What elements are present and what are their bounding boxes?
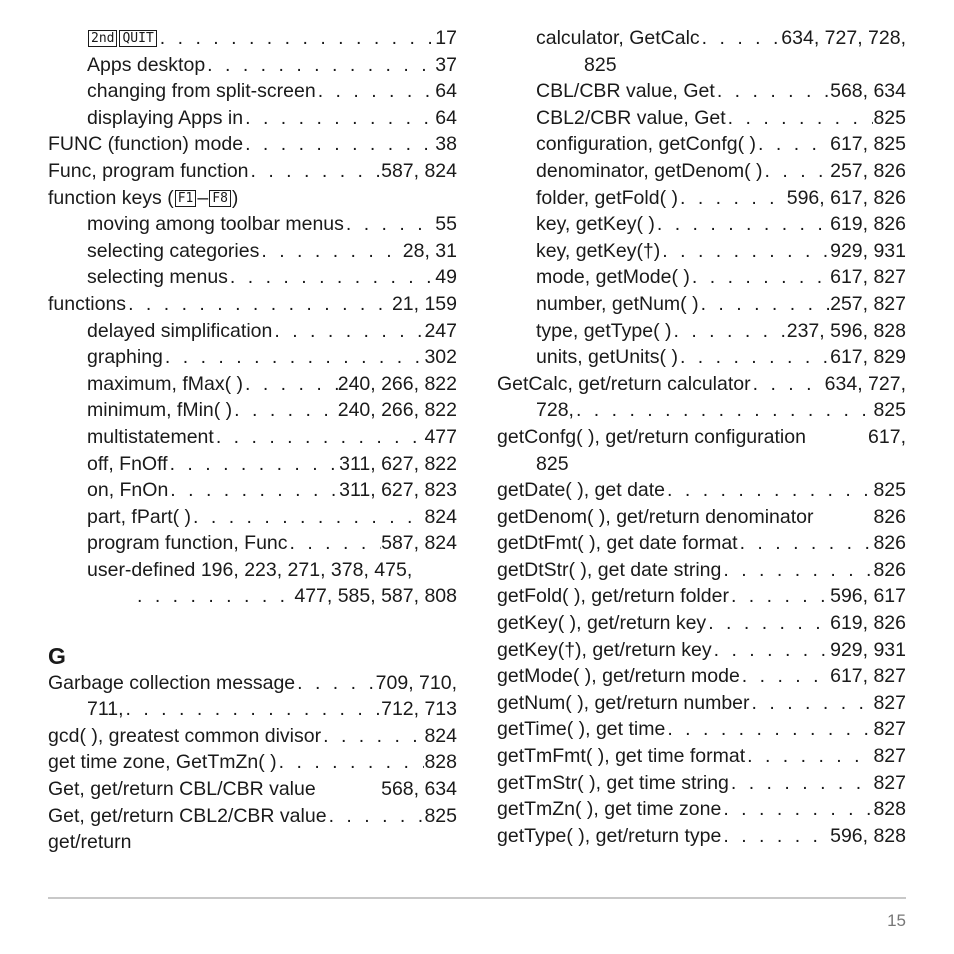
entry-term xyxy=(497,424,806,451)
entry-term xyxy=(87,52,205,79)
entry-term xyxy=(497,557,721,584)
index-entry xyxy=(497,78,906,105)
index-entry xyxy=(497,743,906,770)
index-entry xyxy=(48,318,457,345)
page-refs: 237, 596, 828 xyxy=(786,319,906,342)
index-entry xyxy=(497,397,906,424)
entry-term-text: Get, get/return CBL2/CBR value xyxy=(48,804,327,827)
index-entry xyxy=(48,158,457,185)
index-entry xyxy=(48,451,457,478)
page-refs: 929, 931 xyxy=(830,239,906,262)
entry-term-text: selecting menus xyxy=(87,266,228,289)
entry-term-sep: – xyxy=(197,186,209,209)
page-refs: 37 xyxy=(435,53,457,76)
index-entry xyxy=(497,823,906,850)
index-entry xyxy=(497,610,906,637)
dot-leader xyxy=(124,696,382,723)
index-entry xyxy=(497,105,906,132)
dot-leader xyxy=(288,530,382,557)
page-refs: 21, 159 xyxy=(391,292,457,315)
entry-term-text: on, FnOn xyxy=(87,479,169,502)
entry-term-text: getTmZn( ), get time zone xyxy=(497,798,722,821)
index-entry xyxy=(497,424,906,451)
page-refs: 477 xyxy=(424,425,457,448)
index-entry xyxy=(497,451,906,478)
page-refs: 64 xyxy=(435,106,457,129)
dot-leader xyxy=(168,451,340,478)
page-refs: 828 xyxy=(873,798,906,821)
index-entry xyxy=(48,131,457,158)
index-entry xyxy=(497,131,906,158)
entry-term-text: selecting categories xyxy=(87,239,260,262)
dot-leader xyxy=(690,264,830,291)
page-refs: 827 xyxy=(873,771,906,794)
index-entry xyxy=(497,52,906,79)
index-column-left xyxy=(48,25,457,856)
dot-leader xyxy=(126,291,392,318)
dot-leader xyxy=(655,211,830,238)
entry-term xyxy=(497,530,738,557)
entry-term-prefix: function keys ( xyxy=(48,186,174,209)
entry-term xyxy=(48,291,126,318)
dot-leader xyxy=(243,131,435,158)
page-refs: 827 xyxy=(873,691,906,714)
index-entry xyxy=(497,716,906,743)
dot-leader xyxy=(740,663,830,690)
entry-term xyxy=(87,211,344,238)
dot-leader xyxy=(678,185,787,212)
page-refs: 28, 31 xyxy=(402,239,457,262)
page-refs: 302 xyxy=(424,346,457,369)
page-refs: 257, 827 xyxy=(830,292,906,315)
entry-term xyxy=(497,663,740,690)
entry-term xyxy=(497,743,745,770)
entry-term-text: key, getKey( ) xyxy=(536,213,655,236)
entry-term xyxy=(497,716,665,743)
entry-term xyxy=(536,158,763,185)
index-entry xyxy=(497,557,906,584)
entry-term-text: getFold( ), get/return folder xyxy=(497,585,729,608)
page-refs: 825 xyxy=(873,106,906,129)
entry-term xyxy=(48,158,249,185)
index-entry xyxy=(48,291,457,318)
index-entry xyxy=(497,583,906,610)
index-entry xyxy=(48,776,457,803)
index-entry xyxy=(48,583,457,610)
entry-term xyxy=(497,690,750,717)
page-refs: 257, 826 xyxy=(830,159,906,182)
page-refs: 827 xyxy=(873,745,906,768)
entry-term xyxy=(87,318,272,345)
index-entry xyxy=(48,829,457,856)
dot-leader xyxy=(574,397,874,424)
entry-term-text: getTmStr( ), get time string xyxy=(497,771,729,794)
page-refs: 617, 827 xyxy=(830,665,906,688)
entry-term-text: off, FnOff xyxy=(87,452,168,475)
dot-leader xyxy=(191,504,424,531)
entry-term-text: displaying Apps in xyxy=(87,106,244,129)
index-entry xyxy=(48,530,457,557)
entry-term-text: changing from split-screen xyxy=(87,80,316,103)
entry-term-text: type, getType( ) xyxy=(536,319,672,342)
entry-term xyxy=(497,371,751,398)
index-entry xyxy=(497,344,906,371)
page-refs: 709, 710, xyxy=(375,671,457,694)
entry-term-text: calculator, GetCalc xyxy=(536,27,700,49)
index-column-right xyxy=(497,25,906,849)
page-refs: 477, 585, 587, 808 xyxy=(294,585,457,608)
index-entry xyxy=(497,185,906,212)
dot-leader xyxy=(295,670,376,697)
dot-leader xyxy=(205,52,435,79)
entry-term xyxy=(536,238,660,265)
entry-term xyxy=(87,696,124,723)
dot-leader xyxy=(671,318,786,345)
entry-term-text: getNum( ), get/return number xyxy=(497,691,750,714)
entry-term-text: Apps desktop xyxy=(87,53,206,76)
dot-leader xyxy=(168,477,339,504)
entry-term xyxy=(48,829,131,856)
dot-leader xyxy=(726,105,874,132)
entry-term-text: denominator, getDenom( ) xyxy=(536,159,763,182)
dot-leader xyxy=(756,131,830,158)
entry-term xyxy=(497,504,814,531)
entry-term-text: units, getUnits( ) xyxy=(536,346,678,369)
entry-term xyxy=(48,776,316,803)
dot-leader xyxy=(243,105,435,132)
entry-term xyxy=(87,451,168,478)
page-refs: 247 xyxy=(424,319,457,342)
dot-leader xyxy=(272,318,424,345)
index-entry xyxy=(48,78,457,105)
entry-term xyxy=(48,670,295,697)
index-entry xyxy=(497,291,906,318)
entry-term xyxy=(584,52,617,79)
dot-leader xyxy=(249,158,382,185)
entry-term-text: minimum, fMin( ) xyxy=(87,399,233,422)
index-entry xyxy=(497,504,906,531)
entry-term-text: getType( ), get/return type xyxy=(497,824,722,847)
dot-leader xyxy=(729,583,830,610)
section-spacer xyxy=(48,610,457,637)
dot-leader xyxy=(715,78,830,105)
index-entry xyxy=(48,696,457,723)
page-refs: 617, 827 xyxy=(830,266,906,289)
dot-leader xyxy=(678,344,830,371)
entry-term-text: getKey( ), get/return key xyxy=(497,612,707,635)
index-entry xyxy=(497,477,906,504)
index-entry xyxy=(48,264,457,291)
page-refs: 64 xyxy=(435,80,457,103)
entry-term xyxy=(87,25,158,52)
entry-term-text: 825 xyxy=(584,53,617,76)
entry-term-text: 825 xyxy=(536,452,569,475)
dot-leader xyxy=(135,583,294,610)
dot-leader xyxy=(259,238,402,265)
page-refs: 634, 727, 728, xyxy=(781,27,906,49)
entry-term xyxy=(87,344,163,371)
dot-leader xyxy=(700,25,782,52)
entry-term xyxy=(48,803,327,830)
entry-term xyxy=(48,131,243,158)
index-entry xyxy=(497,158,906,185)
entry-term-text: getDtStr( ), get date string xyxy=(497,558,722,581)
page-refs: 55 xyxy=(435,213,457,236)
index-entry xyxy=(497,211,906,238)
dot-leader xyxy=(243,371,338,398)
entry-term-text: functions xyxy=(48,292,127,315)
page-refs: 824 xyxy=(424,724,457,747)
entry-term-text: getDenom( ), get/return denominator xyxy=(497,505,814,528)
entry-term xyxy=(497,796,721,823)
page-number: 15 xyxy=(887,911,906,930)
page-refs: 311, 627, 822 xyxy=(339,452,457,475)
dot-leader xyxy=(751,371,825,398)
entry-term-text: program function, Func xyxy=(87,532,288,555)
index-entry xyxy=(48,749,457,776)
entry-term xyxy=(48,749,277,776)
dot-leader xyxy=(660,238,830,265)
page-refs: 617, 829 xyxy=(830,346,906,369)
page-refs: 826 xyxy=(873,505,906,528)
index-entry xyxy=(497,770,906,797)
index-entry xyxy=(48,105,457,132)
entry-term-text: getDate( ), get date xyxy=(497,479,666,502)
dot-leader xyxy=(277,749,425,776)
dot-leader xyxy=(750,690,874,717)
entry-term-text: moving among toolbar menus xyxy=(87,213,344,236)
index-entry xyxy=(48,238,457,265)
entry-term-text: graphing xyxy=(87,346,163,369)
page-refs: 712, 713 xyxy=(381,698,457,721)
dot-leader xyxy=(763,158,831,185)
entry-term xyxy=(536,131,756,158)
page-refs: 596, 617, 826 xyxy=(786,186,906,209)
entry-term xyxy=(87,477,168,504)
entry-term-text: CBL2/CBR value, Get xyxy=(536,106,726,129)
entry-term-text: getMode( ), get/return mode xyxy=(497,665,740,688)
page-refs: 17 xyxy=(435,27,457,49)
index-entry xyxy=(497,318,906,345)
index-entry xyxy=(497,530,906,557)
index-entry xyxy=(497,637,906,664)
dot-leader xyxy=(712,637,830,664)
page-refs: 619, 826 xyxy=(830,612,906,635)
entry-term-text: GetCalc, get/return calculator xyxy=(497,372,751,395)
index-entry xyxy=(48,504,457,531)
page-refs: 825 xyxy=(873,399,906,422)
page-refs: 827 xyxy=(873,718,906,741)
index-entry xyxy=(48,397,457,424)
index-entry xyxy=(48,185,457,212)
entry-term-text: user-defined 196, 223, 271, 378, 475, xyxy=(87,558,413,581)
page-refs: 634, 727, xyxy=(824,372,906,395)
index-entry xyxy=(497,25,906,52)
dot-leader xyxy=(745,743,873,770)
index-entry xyxy=(48,52,457,79)
entry-term xyxy=(536,185,678,212)
index-entry xyxy=(48,477,457,504)
entry-term xyxy=(536,78,715,105)
page-refs: 596, 828 xyxy=(830,824,906,847)
page-refs: 619, 826 xyxy=(830,213,906,236)
dot-leader xyxy=(228,264,435,291)
page-refs: 825 xyxy=(424,804,457,827)
dot-leader xyxy=(316,78,436,105)
entry-term-text: 728, xyxy=(536,399,574,422)
entry-term xyxy=(497,583,729,610)
index-entry xyxy=(48,211,457,238)
dot-leader xyxy=(665,477,873,504)
dot-leader xyxy=(665,716,873,743)
entry-term xyxy=(87,105,243,132)
entry-term xyxy=(536,264,690,291)
dot-leader xyxy=(163,344,425,371)
entry-term-text: getTime( ), get time xyxy=(497,718,666,741)
entry-term xyxy=(536,291,699,318)
page-refs: 828 xyxy=(424,751,457,774)
entry-term xyxy=(536,318,671,345)
dot-leader xyxy=(721,796,873,823)
page-refs: 824 xyxy=(424,505,457,528)
entry-term-text: FUNC (function) mode xyxy=(48,133,244,156)
entry-term-text: multistatement xyxy=(87,425,214,448)
page-refs: 240, 266, 822 xyxy=(337,399,457,422)
dot-leader xyxy=(706,610,830,637)
page-refs: 311, 627, 823 xyxy=(339,479,457,502)
entry-term-text: folder, getFold( ) xyxy=(536,186,678,209)
entry-term xyxy=(87,371,243,398)
entry-term-text: 711, xyxy=(87,698,124,721)
index-entry xyxy=(48,25,457,52)
entry-term xyxy=(536,344,678,371)
entry-term xyxy=(87,557,412,584)
key-f8-icon: F8 xyxy=(209,190,231,207)
entry-term-text: get/return xyxy=(48,831,132,854)
entry-term-text: gcd( ), greatest common divisor xyxy=(48,724,322,747)
entry-term xyxy=(87,530,288,557)
entry-term xyxy=(48,185,238,212)
dot-leader xyxy=(344,211,435,238)
index-entry xyxy=(497,796,906,823)
entry-term-text: configuration, getConfg( ) xyxy=(536,133,757,156)
entry-term xyxy=(497,823,721,850)
entry-term-text: delayed simplification xyxy=(87,319,273,342)
index-entry xyxy=(497,371,906,398)
index-entry xyxy=(497,663,906,690)
page-refs: 929, 931 xyxy=(830,638,906,661)
page-refs: 240, 266, 822 xyxy=(337,372,457,395)
entry-term-text: getConfg( ), get/return configuration xyxy=(497,425,806,448)
entry-term xyxy=(87,238,259,265)
entry-term-text: get time zone, GetTmZn( ) xyxy=(48,751,277,774)
section-letter: G xyxy=(48,642,66,669)
page-refs: 826 xyxy=(873,558,906,581)
entry-term-suffix: ) xyxy=(231,186,239,209)
dot-leader xyxy=(729,770,874,797)
key-quit-icon: QUIT xyxy=(119,30,156,47)
entry-term-text: Get, get/return CBL/CBR value xyxy=(48,778,316,801)
entry-term-text: getKey(†), get/return key xyxy=(497,638,712,661)
dot-leader xyxy=(321,723,424,750)
entry-term-text: getTmFmt( ), get time format xyxy=(497,745,746,768)
entry-term-text: CBL/CBR value, Get xyxy=(536,80,715,103)
page-refs: 617, 825 xyxy=(830,133,906,156)
entry-term xyxy=(48,723,321,750)
entry-term xyxy=(536,211,655,238)
page-refs: 568, 634 xyxy=(830,80,906,103)
page-refs: 587, 824 xyxy=(381,532,457,555)
index-entry xyxy=(48,803,457,830)
key-2nd-icon: 2nd xyxy=(88,30,117,47)
entry-term xyxy=(536,105,726,132)
dot-leader xyxy=(214,424,425,451)
page-refs: 617, xyxy=(868,425,906,448)
page-refs: 568, 634 xyxy=(381,778,457,801)
entry-term xyxy=(497,770,729,797)
page-refs: 826 xyxy=(873,532,906,555)
entry-term-text: Garbage collection message xyxy=(48,671,296,694)
index-entry xyxy=(48,424,457,451)
entry-term xyxy=(87,78,316,105)
entry-term xyxy=(497,477,665,504)
index-entry xyxy=(48,723,457,750)
key-f1-icon: F1 xyxy=(175,190,197,207)
footer-divider xyxy=(48,897,906,899)
index-entry xyxy=(497,238,906,265)
dot-leader xyxy=(721,557,873,584)
index-entry xyxy=(497,690,906,717)
entry-term xyxy=(87,424,214,451)
dot-leader xyxy=(327,803,425,830)
entry-term xyxy=(87,397,232,424)
dot-leader xyxy=(721,823,830,850)
index-entry xyxy=(48,371,457,398)
entry-term xyxy=(536,451,569,478)
entry-term xyxy=(536,397,574,424)
entry-term xyxy=(536,25,700,52)
dot-leader xyxy=(158,25,436,52)
page-refs: 49 xyxy=(435,266,457,289)
page-refs: 587, 824 xyxy=(381,159,457,182)
entry-term-text: key, getKey(†) xyxy=(536,239,661,262)
entry-term-text: getDtFmt( ), get date format xyxy=(497,532,738,555)
dot-leader xyxy=(232,397,338,424)
entry-term xyxy=(497,610,706,637)
dot-leader xyxy=(738,530,874,557)
index-entry xyxy=(48,557,457,584)
entry-term-text: number, getNum( ) xyxy=(536,292,699,315)
index-entry xyxy=(48,344,457,371)
entry-term-text: maximum, fMax( ) xyxy=(87,372,243,395)
entry-term xyxy=(87,504,191,531)
dot-leader xyxy=(699,291,831,318)
page-refs: 596, 617 xyxy=(830,585,906,608)
index-entry xyxy=(48,670,457,697)
page-refs: 825 xyxy=(873,479,906,502)
entry-term-text: mode, getMode( ) xyxy=(536,266,690,289)
index-entry xyxy=(497,264,906,291)
entry-term-text: Func, program function xyxy=(48,159,249,182)
page-refs: 38 xyxy=(435,133,457,156)
entry-term-text: part, fPart( ) xyxy=(87,505,192,528)
entry-term xyxy=(87,264,228,291)
entry-term xyxy=(497,637,712,664)
